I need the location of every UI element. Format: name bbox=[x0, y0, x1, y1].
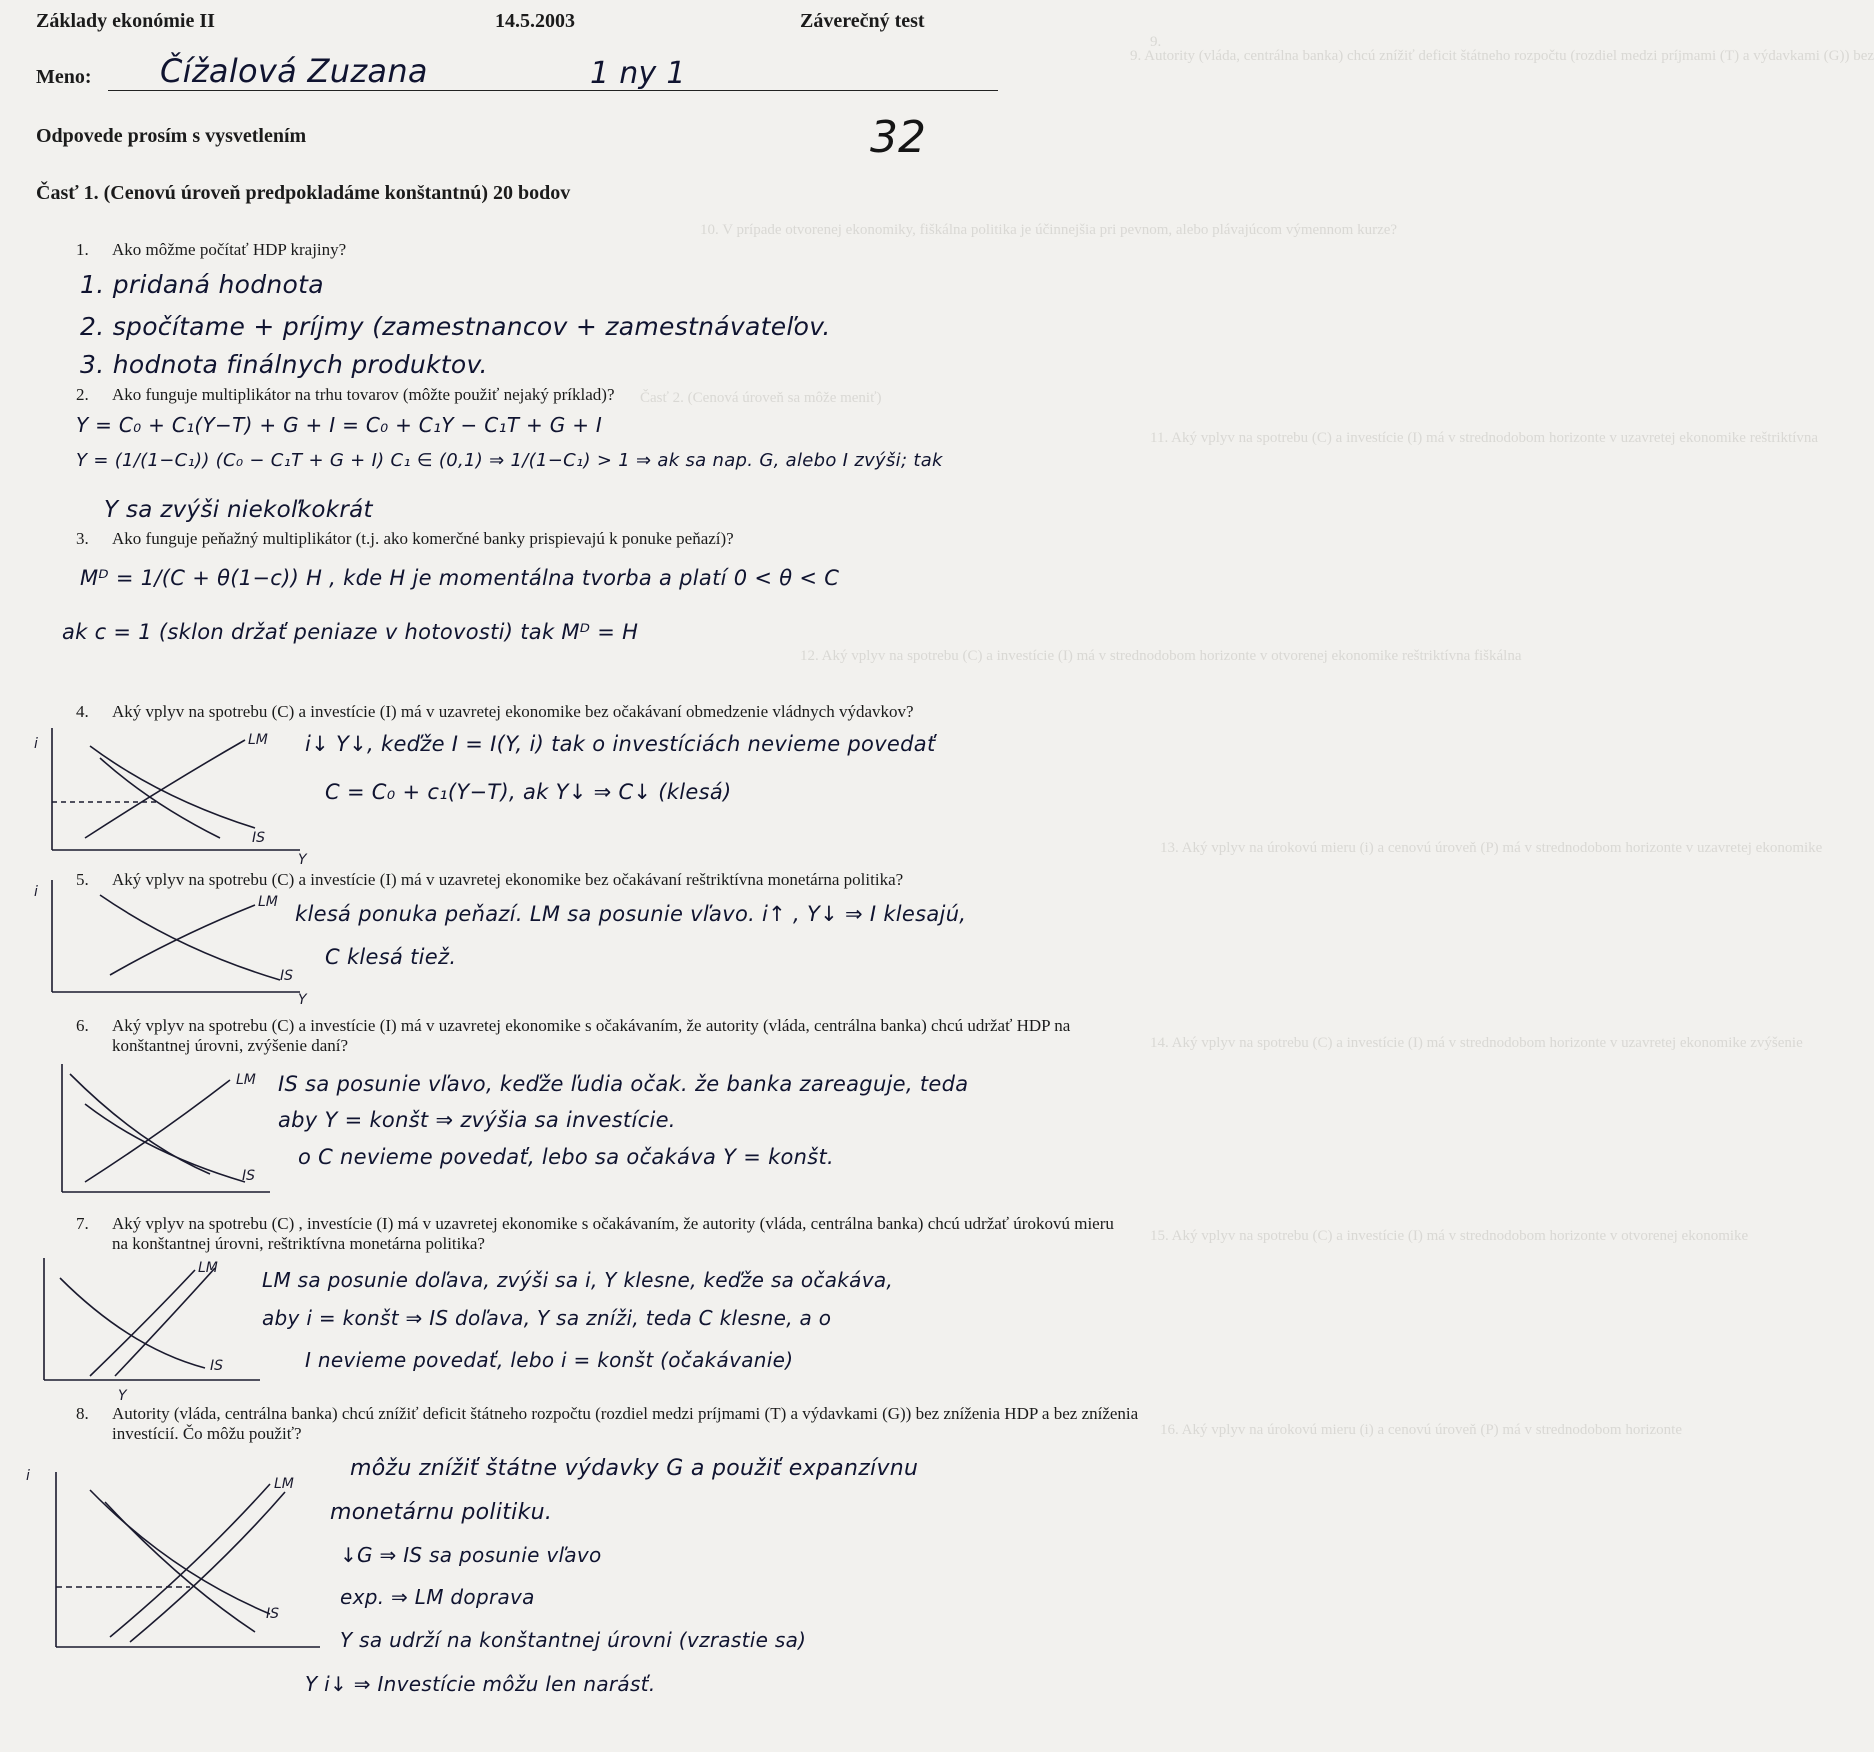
answer-line: C = C₀ + c₁(Y−T), ak Y↓ ⇒ C↓ (klesá) bbox=[325, 780, 732, 804]
question-text: Ako funguje peňažný multiplikátor (t.j. ako komerčné banky prispievajú k ponuke peňazí)? bbox=[112, 529, 734, 548]
question-text: Aký vplyv na spotrebu (C) a investície (I) má v uzavretej ekonomike s očakávaním, že autority (vláda, centrálna banka) chcú udržať HDP na konštantnej úrovni, zvýšenie daní? bbox=[112, 1016, 1071, 1055]
question-text: Aký vplyv na spotrebu (C) a investície (I) má v uzavretej ekonomike bez očakávaní obmedzenie vládnych výdavkov? bbox=[112, 702, 914, 721]
answer-line: aby i = konšt ⇒ IS doľava, Y sa zníži, teda C klesne, a o bbox=[262, 1306, 832, 1330]
axis-label-y: Y bbox=[298, 992, 307, 1008]
bleed-through-line: 13. Aký vplyv na úrokovú mieru (i) a cenovú úroveň (P) má v strednodobom horizonte v uzavretej ekonomike bbox=[1160, 840, 1823, 856]
bleed-through-line: 9. bbox=[1150, 34, 1162, 50]
student-name: Čížalová Zuzana bbox=[160, 52, 428, 90]
question-number: 2. bbox=[76, 385, 89, 404]
answer-line: C klesá tiež. bbox=[325, 945, 457, 969]
curve-label-is: IS bbox=[266, 1606, 280, 1622]
question-1 bbox=[76, 240, 1112, 260]
islm-sketch-q7 bbox=[30, 1258, 270, 1403]
answer-line: Y sa zvýši niekoľkokrát bbox=[104, 497, 373, 523]
answer-line: 3. hodnota finálnych produktov. bbox=[80, 350, 488, 379]
bleed-through-line: 10. V prípade otvorenej ekonomiky, fiškálna politika je účinnejšia pri pevnom, alebo plávajúcom výmennom kurze? bbox=[700, 222, 1398, 238]
curve-label-lm: LM bbox=[258, 894, 278, 910]
bleed-through-line: 16. Aký vplyv na úrokovú mieru (i) a cenovú úroveň (P) má v strednodobom horizonte bbox=[1160, 1422, 1682, 1438]
islm-sketch-q5 bbox=[30, 880, 310, 1008]
name-label: Meno: bbox=[36, 66, 92, 88]
answer-line: I nevieme povedať, lebo i = konšt (očakávanie) bbox=[305, 1348, 794, 1372]
curve-label-is: IS bbox=[210, 1358, 224, 1374]
question-3 bbox=[76, 529, 1112, 549]
instruction: Odpovede prosím s vysvetlením bbox=[36, 125, 307, 147]
student-group: 1 ny 1 bbox=[590, 56, 686, 91]
bleed-through-line: Časť 2. (Cenová úroveň sa môže meniť) bbox=[640, 390, 882, 406]
bleed-through-line: 9. Autority (vláda, centrálna banka) chcú znížiť deficit štátneho rozpočtu (rozdiel medzi príjmami (T) a výdavkami (G)) bez bbox=[1130, 48, 1874, 64]
curve-label-lm: LM bbox=[248, 732, 268, 748]
score-mark: 32 bbox=[870, 112, 926, 163]
answer-line: ak c = 1 (sklon držať peniaze v hotovosti) tak Mᴰ = H bbox=[62, 620, 639, 644]
answer-line: exp. ⇒ LM doprava bbox=[340, 1585, 535, 1609]
answer-line: klesá ponuka peňazí. LM sa posunie vľavo. i↑ , Y↓ ⇒ I klesajú, bbox=[295, 902, 967, 926]
bleed-through-line: 11. Aký vplyv na spotrebu (C) a investície (I) má v strednodobom horizonte v uzavretej ekonomike reštriktívna bbox=[1150, 430, 1819, 446]
answer-line: o C nevieme povedať, lebo sa očakáva Y = konšt. bbox=[298, 1145, 835, 1169]
question-number: 8. bbox=[76, 1404, 89, 1423]
question-number: 7. bbox=[76, 1214, 89, 1233]
curve-label-is: IS bbox=[252, 830, 266, 846]
answer-line: Y = C₀ + C₁(Y−T) + G + I = C₀ + C₁Y − C₁T + G + I bbox=[76, 413, 603, 437]
question-7 bbox=[76, 1214, 1132, 1254]
answer-line: aby Y = konšt ⇒ zvýšia sa investície. bbox=[278, 1108, 676, 1132]
curve-label-lm: LM bbox=[274, 1476, 294, 1492]
question-8 bbox=[76, 1404, 1142, 1444]
question-number: 3. bbox=[76, 529, 89, 548]
answer-line: Y i↓ ⇒ Investície môžu len narásť. bbox=[305, 1672, 656, 1696]
curve-label-is: IS bbox=[280, 968, 294, 984]
answer-line: monetárnu politiku. bbox=[330, 1500, 553, 1525]
question-number: 4. bbox=[76, 702, 89, 721]
answer-line: i↓ Y↓, keďže I = I(Y, i) tak o investíciách nevieme povedať bbox=[305, 732, 936, 756]
answer-line: Y sa udrží na konštantnej úrovni (vzrastie sa) bbox=[340, 1628, 807, 1652]
bleed-through-line: 15. Aký vplyv na spotrebu (C) a investície (I) má v strednodobom horizonte v otvorenej ekonomike bbox=[1150, 1228, 1749, 1244]
question-number: 5. bbox=[76, 870, 89, 889]
answer-line: LM sa posunie doľava, zvýši sa i, Y klesne, keďže sa očakáva, bbox=[262, 1268, 894, 1292]
islm-sketch-q8 bbox=[20, 1462, 325, 1672]
question-text: Aký vplyv na spotrebu (C) a investície (I) má v uzavretej ekonomike bez očakávaní reštriktívna monetárna politika? bbox=[112, 870, 904, 889]
axis-label-i: i bbox=[34, 884, 38, 900]
answer-line: 2. spočítame + príjmy (zamestnancov + zamestnávateľov. bbox=[80, 312, 831, 341]
answer-line: 1. pridaná hodnota bbox=[80, 270, 324, 299]
bleed-through-line: 14. Aký vplyv na spotrebu (C) a investície (I) má v strednodobom horizonte v uzavretej ekonomike zvýšenie bbox=[1150, 1035, 1803, 1051]
name-underline bbox=[108, 90, 998, 91]
islm-sketch-q4 bbox=[30, 728, 310, 868]
answer-line: Mᴰ = 1/(C + θ(1−c)) H , kde H je momentálna tvorba a platí 0 < θ < C bbox=[80, 566, 840, 590]
question-number: 1. bbox=[76, 240, 89, 259]
bleed-through-line: 12. Aký vplyv na spotrebu (C) a investície (I) má v strednodobom horizonte v otvorenej ekonomike reštriktívna fiškálna bbox=[800, 648, 1522, 664]
part-heading: Časť 1. (Cenovú úroveň predpokladáme konštantnú) 20 bodov bbox=[36, 182, 571, 204]
question-text: Aký vplyv na spotrebu (C) , investície (I) má v uzavretej ekonomike s očakávaním, že autority (vláda, centrálna banka) chcú udržať úrokovú mieru na konštantnej úrovni, reštriktívna monetárna politika? bbox=[112, 1214, 1114, 1253]
curve-label-is: IS bbox=[242, 1168, 256, 1184]
axis-label-i: i bbox=[34, 736, 38, 752]
axis-label-y: Y bbox=[118, 1388, 127, 1404]
question-4 bbox=[76, 702, 1132, 722]
answer-line: IS sa posunie vľavo, keďže ľudia očak. že banka zareaguje, teda bbox=[278, 1072, 969, 1096]
answer-line: Y = (1/(1−C₁)) (C₀ − C₁T + G + I) C₁ ∈ (0,1) ⇒ 1/(1−C₁) > 1 ⇒ ak sa nap. G, alebo I zvýši; tak bbox=[76, 450, 943, 471]
question-text: Ako funguje multiplikátor na trhu tovarov (môžte použiť nejaký príklad)? bbox=[112, 385, 615, 404]
axis-label-y: Y bbox=[298, 852, 307, 868]
question-text: Ako môžme počítať HDP krajiny? bbox=[112, 240, 347, 259]
test-type: Záverečný test bbox=[800, 10, 925, 32]
curve-label-lm: LM bbox=[236, 1072, 256, 1088]
answer-line: môžu znížiť štátne výdavky G a použiť expanzívnu bbox=[350, 1456, 919, 1481]
islm-sketch-q6 bbox=[30, 1064, 280, 1209]
question-text: Autority (vláda, centrálna banka) chcú znížiť deficit štátneho rozpočtu (rozdiel medzi príjmami (T) a výdavkami (G)) bez zníženia HDP a bez zníženia investícií. Čo môžu použiť? bbox=[112, 1404, 1139, 1443]
axis-label-i: i bbox=[26, 1468, 30, 1484]
question-number: 6. bbox=[76, 1016, 89, 1035]
course-title: Základy ekonómie II bbox=[36, 10, 215, 32]
question-2 bbox=[76, 385, 1112, 405]
answer-line: ↓G ⇒ IS sa posunie vľavo bbox=[340, 1543, 602, 1567]
question-6 bbox=[76, 1016, 1132, 1056]
curve-label-lm: LM bbox=[198, 1260, 218, 1276]
exam-date: 14.5.2003 bbox=[495, 10, 575, 32]
